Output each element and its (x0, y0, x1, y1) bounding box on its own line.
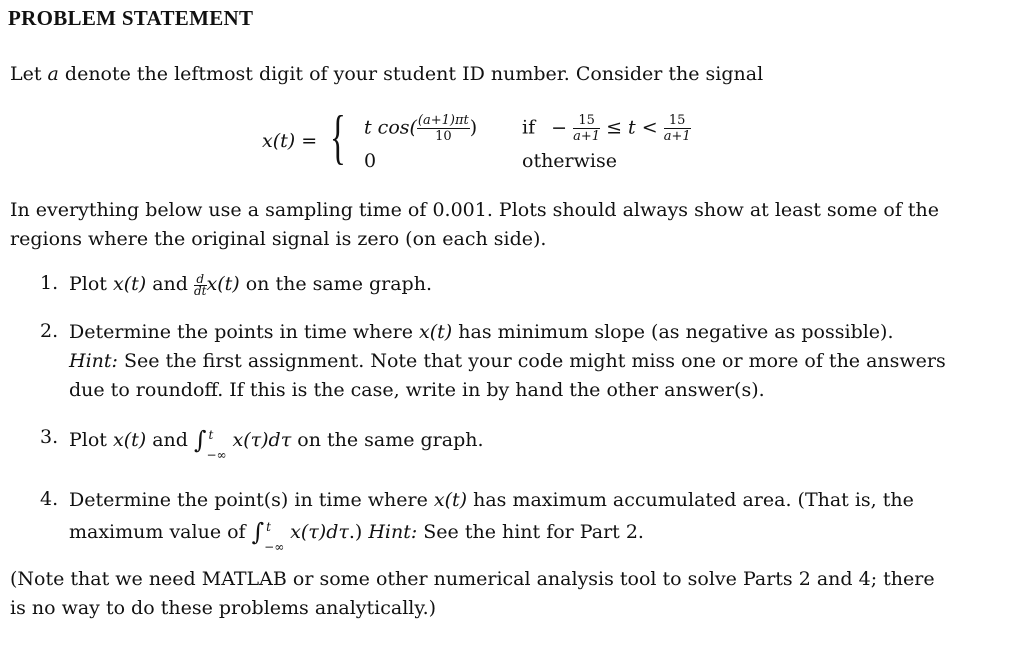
item-4-limits (264, 520, 290, 554)
item-1-b: and (146, 273, 194, 295)
cond-fraction-right (664, 114, 691, 143)
note-line-1: (Note that we need MATLAB or some other numerical analysis tool to solve Parts 2 and 4; there (10, 568, 935, 590)
item-2-l1-x: x(t) (419, 321, 453, 343)
equation-case1-cond (522, 114, 691, 143)
equation-case2-expr: 0 (364, 150, 377, 172)
item-1-derivative (193, 271, 207, 298)
item-3-c: on the same graph. (291, 429, 484, 451)
item-4-lower: −∞ (264, 540, 285, 554)
setup-line-1: In everything below use a sampling time of 0.001. Plots should always show at least some of the (10, 199, 940, 221)
item-3-x: x(t) (112, 429, 147, 451)
equation-case1-expr (364, 114, 477, 143)
intro-paragraph (10, 60, 763, 89)
intro-pre: Let (10, 63, 48, 85)
equation-brace: { (330, 104, 346, 170)
note-line-2: is no way to do these problems analytically.) (10, 597, 437, 619)
item-2-line-3: due to roundoff. If this is the case, write in by hand the other answer(s). (69, 379, 765, 401)
case1-fraction (417, 114, 470, 143)
item-2-line-1 (69, 318, 894, 347)
case1-minus: − (551, 116, 568, 139)
case1-fraction-den: 10 (435, 129, 452, 144)
item-3-integral-sign: ∫ (193, 426, 207, 454)
cond-left-num: 15 (573, 114, 600, 129)
item-1-x2: x(t) (206, 273, 240, 295)
item-4-l1-b: has maximum accumulated area. (That is, the (467, 489, 914, 511)
item-3-a: Plot (69, 429, 113, 451)
item-2-l2: See the first assignment. Note that your code might miss one or more of the answers (117, 350, 946, 372)
item-2-hint: Hint: (69, 350, 118, 372)
item-2-l1-a: Determine the points in time where (69, 321, 420, 343)
item-3-lower: −∞ (206, 448, 227, 462)
item-4-l2-a: maximum value of (69, 521, 252, 543)
item-3-integrand: x(τ)dτ (232, 429, 292, 451)
item-2-l1-b: has minimum slope (as negative as possible). (452, 321, 894, 343)
intro-post: denote the leftmost digit of your student ID number. Consider the signal (58, 63, 764, 85)
item-3-number: 3. (40, 426, 59, 448)
cond-mid: ≤ t < (606, 116, 658, 139)
item-4-l2-c: See the hint for Part 2. (417, 521, 644, 543)
item-4-line-2 (69, 516, 644, 554)
cond-right-num: 15 (664, 114, 691, 129)
item-4-line-1 (69, 486, 914, 515)
intro-var: a (47, 63, 59, 85)
item-4-number: 4. (40, 488, 59, 510)
case1-fraction-num: (a+1)πt (417, 113, 469, 128)
equation-case2-cond: otherwise (522, 150, 617, 172)
item-4-l2-b: .) (348, 521, 363, 543)
item-4-l1-a: Determine the point(s) in time where (69, 489, 434, 511)
item-3-b: and (146, 429, 194, 451)
item-1-c: on the same graph. (239, 273, 432, 295)
item-1-x: x(t) (112, 273, 147, 295)
cond-fraction-left (573, 114, 600, 143)
item-1-dt: dt (193, 283, 207, 298)
item-1-d: d (194, 274, 207, 286)
item-3-limits (206, 428, 233, 462)
item-4-upper: t (266, 520, 271, 534)
item-2-line-2 (69, 347, 946, 376)
item-4-integrand: x(τ)dτ (290, 521, 349, 543)
item-4-integral-sign: ∫ (251, 518, 265, 546)
item-3-text (69, 424, 484, 462)
item-4-l1-x: x(t) (433, 489, 468, 511)
cond-right-den: a+1 (663, 129, 691, 144)
item-1-number: 1. (40, 272, 59, 294)
case1-if: if (522, 116, 536, 139)
setup-line-2: regions where the original signal is zero (on each side). (10, 228, 547, 250)
item-3-upper: t (208, 428, 214, 442)
equation-lhs: x(t) = (262, 130, 318, 152)
item-1-a: Plot (69, 273, 113, 295)
item-4-hint: Hint: (368, 521, 418, 543)
page-title: PROBLEM STATEMENT (8, 6, 254, 30)
item-2-number: 2. (40, 320, 59, 342)
item-1-text (69, 270, 432, 299)
case1-expr-post: ) (469, 116, 478, 139)
cond-left-den: a+1 (573, 129, 601, 144)
case1-expr-pre: t cos( (364, 116, 417, 139)
